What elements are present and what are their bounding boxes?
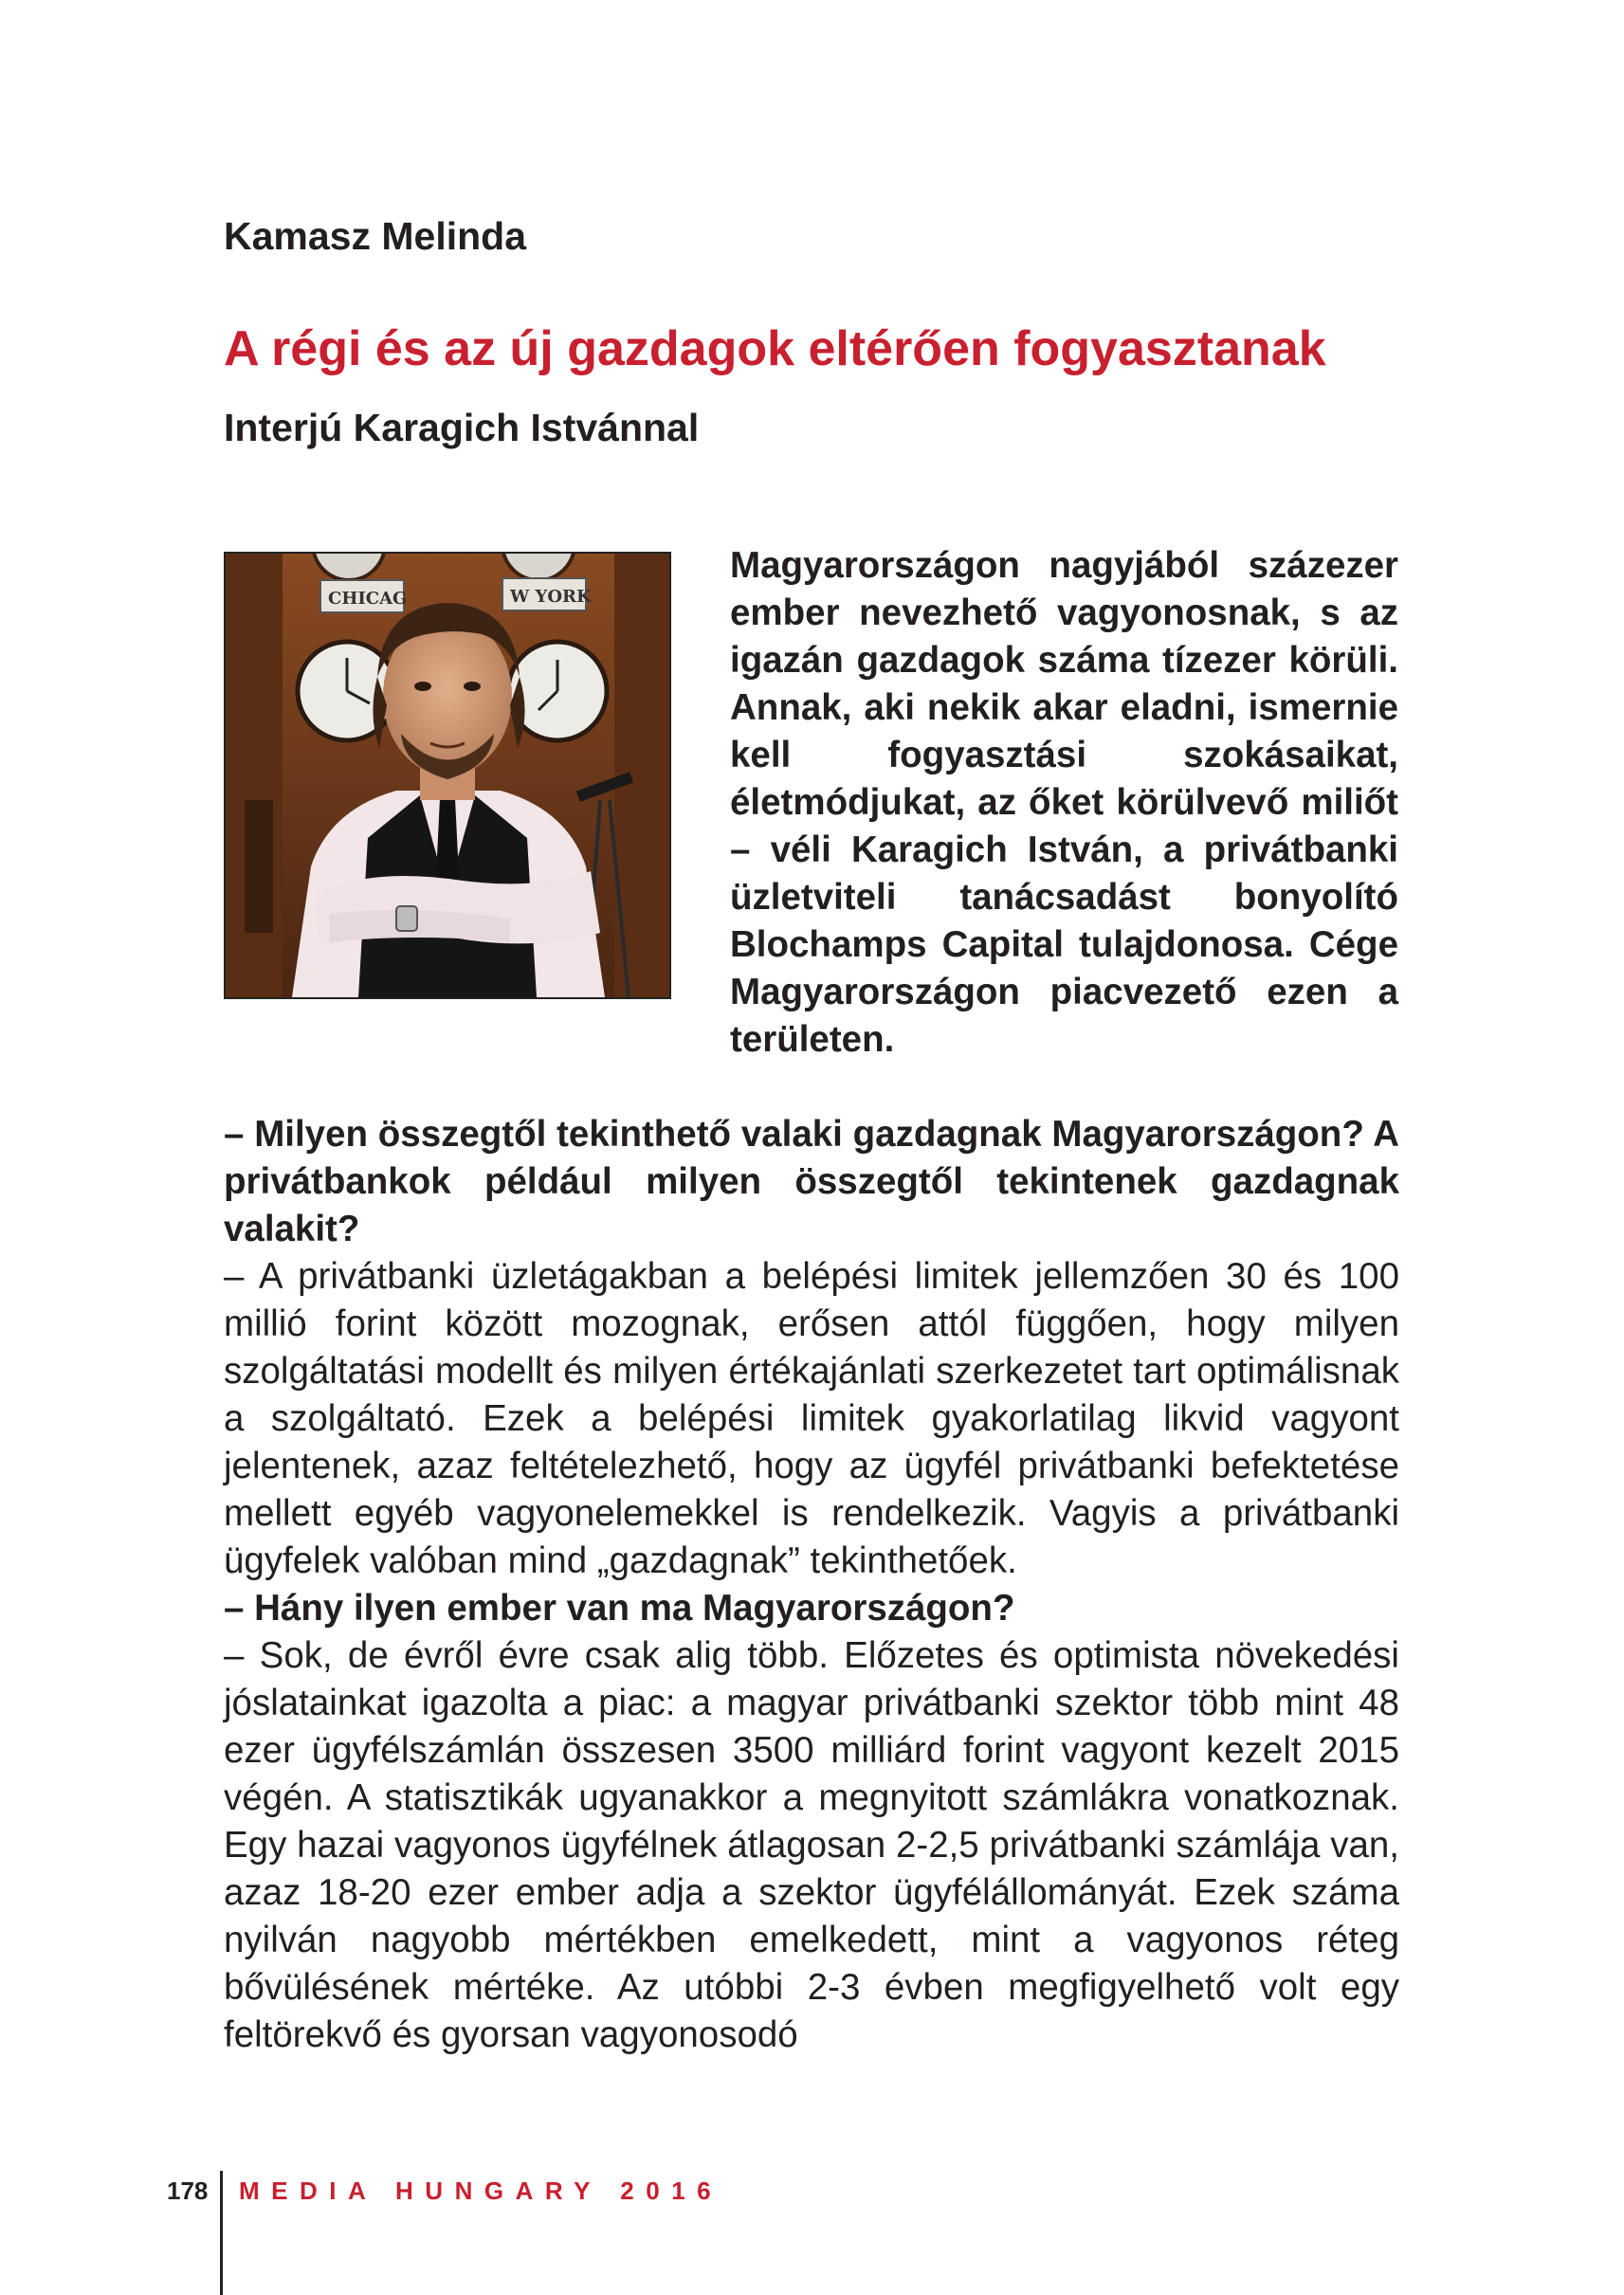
footer-divider	[220, 2171, 223, 2295]
interview-answer: – A privátbanki üzletágakban a belépési limitek jellemzően 30 és 100 millió forint között mozognak, erősen attól függően, hogy milyen szolgáltatási modellt és milyen értékajánlati szerkezetet tart optimálisnak a szolgáltató. Ezek a belépési limitek gyakorlatilag likvid vagyont jelentenek, azaz feltételezhető, hogy az ügyfél privátbanki befektetése mellett egyéb vagyonelemekkel is rendelkezik. Vagyis a privátbanki ügyfelek valóban mind „gazdagnak” tekinthetőek.	[224, 1256, 1399, 1581]
article-subtitle: Interjú Karagich Istvánnal	[224, 406, 700, 449]
svg-text:W YORK: W YORK	[510, 587, 592, 607]
interview-question: – Milyen összegtől tekinthető valaki gazdagnak Magyarországon? A privátbankok például milyen összegtől tekintenek gazdagnak valakit?	[224, 1114, 1399, 1249]
portrait-photo	[224, 552, 671, 999]
author-name: Kamasz Melinda	[224, 214, 526, 258]
portrait-illustration	[226, 554, 669, 997]
interview-body	[224, 1111, 1399, 2059]
interview-answer: – Sok, de évről évre csak alig több. Előzetes és optimista növekedési jóslatainkat igazolta a piac: a magyar privátbanki szektor több mint 48 ezer ügyfélszámlán összesen 3500 milliárd forint vagyont kezelt 2015 végén. A statisztikák ugyanakkor a megnyitott számlákra vonatkoznak. Egy hazai vagyonos ügyfélnek átlagosan 2-2,5 privátbanki számlája van, azaz 18-20 ezer ember adja a szektor ügyfélállományát. Ezek száma nyilván nagyobb mértékben emelkedett, mint a vagyonos réteg bővülésének mértéke. Az utóbbi 2-3 évben megfigyelhető volt egy feltörekvő és gyorsan vagyonosodó	[224, 1635, 1399, 2055]
publication-name: MEDIA HUNGARY 2016	[239, 2177, 723, 2205]
interview-question: – Hány ilyen ember van ma Magyarországon?	[224, 1588, 1015, 1629]
lead-paragraph: Magyarországon nagyjából százezer ember nevezhető vagyonosnak, s az igazán gazdagok száma tízezer körüli. Annak, aki nekik akar eladni, ismernie kell fogyasztási szokásaikat, életmódjukat, az őket körülvevő miliőt – véli Karagich István, a privátbanki üzletviteli tanácsadást bonyolító Blochamps Capital tulajdonosa. Cége Magyarországon piacvezető ezen a területen.	[730, 545, 1398, 1060]
article-title: A régi és az új gazdagok eltérően fogyasztanak	[224, 321, 1326, 376]
svg-text:CHICAG: CHICAG	[328, 589, 408, 609]
page-number: 178	[167, 2177, 209, 2205]
